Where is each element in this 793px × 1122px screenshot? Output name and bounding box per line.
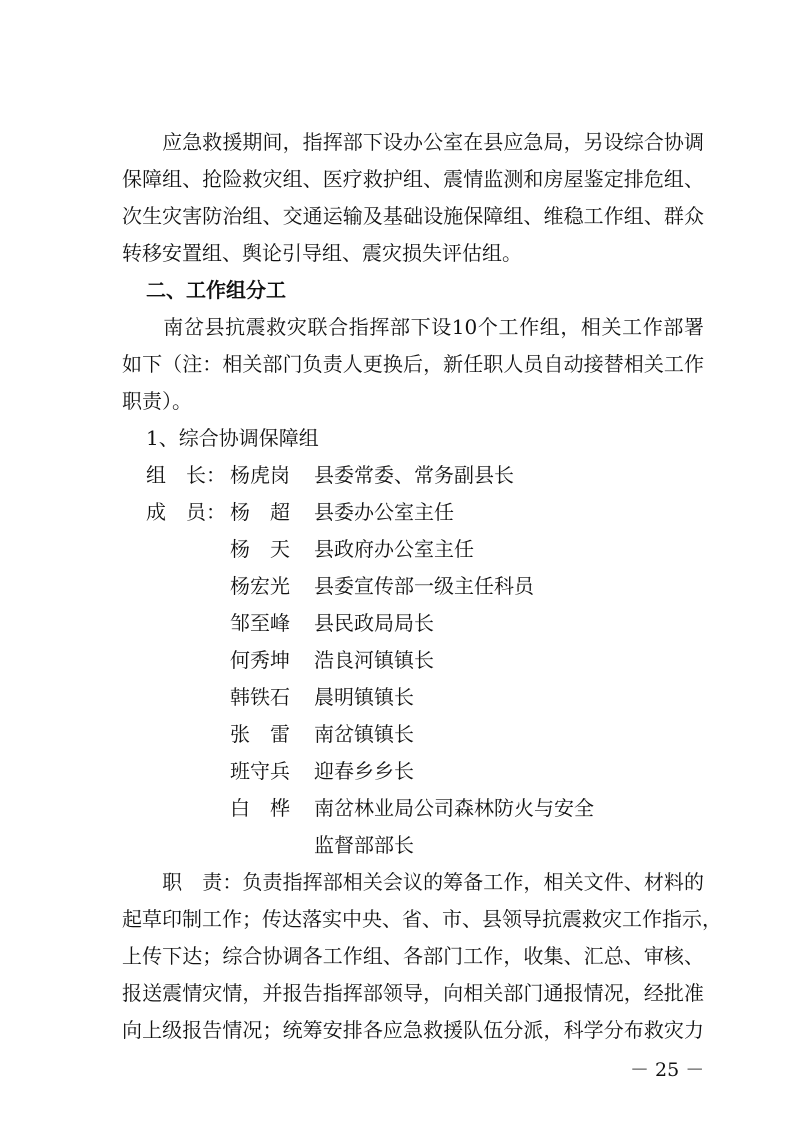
member-name: 杨 超 — [230, 500, 290, 524]
member-name: 白 桦 — [230, 796, 290, 820]
member-name: 张 雷 — [230, 722, 290, 746]
paragraph-line: 南岔县抗震救灾联合指挥部下设10个工作组，相关工作部署 — [122, 315, 704, 339]
paragraph-line: 如下（注：相关部门负责人更换后，新任职人员自动接替相关工作 — [122, 352, 704, 376]
member-position-continuation: 监督部部长 — [314, 833, 414, 857]
duties-line: 上传下达；综合协调各工作组、各部门工作，收集、汇总、审核、 — [122, 944, 704, 968]
member-name: 杨宏光 — [230, 574, 290, 598]
member-name: 杨 天 — [230, 537, 290, 561]
duties-line: 向上级报告情况；统筹安排各应急救援队伍分派，科学分布救灾力 — [122, 1018, 704, 1042]
member-name: 何秀坤 — [230, 648, 290, 672]
paragraph-line: 职责）。 — [122, 389, 192, 413]
member-position: 南岔林业局公司森林防火与安全 — [314, 796, 594, 820]
member-position: 晨明镇镇长 — [314, 685, 414, 709]
member-position: 县委办公室主任 — [314, 500, 454, 524]
leader-label: 组 长： — [146, 463, 226, 487]
duties-line: 职 责：负责指挥部相关会议的筹备工作，相关文件、材料的 — [122, 870, 704, 894]
group-title: 1、综合协调保障组 — [146, 426, 319, 450]
member-position: 浩良河镇镇长 — [314, 648, 434, 672]
member-name: 韩铁石 — [230, 685, 290, 709]
paragraph-line: 应急救援期间，指挥部下设办公室在县应急局，另设综合协调 — [122, 130, 704, 154]
paragraph-line: 保障组、抢险救灾组、医疗救护组、震情监测和房屋鉴定排危组、 — [122, 167, 704, 191]
paragraph-line: 次生灾害防治组、交通运输及基础设施保障组、维稳工作组、群众 — [122, 204, 704, 228]
leader-name: 杨虎岗 — [230, 463, 290, 487]
member-name: 邹至峰 — [230, 611, 290, 635]
page-number: － 25 － — [630, 1059, 705, 1081]
member-position: 县政府办公室主任 — [314, 537, 474, 561]
duties-line: 报送震情灾情，并报告指挥部领导，向相关部门通报情况，经批准 — [122, 981, 704, 1005]
members-label: 成 员： — [146, 500, 226, 524]
member-name: 班守兵 — [230, 759, 290, 783]
paragraph-line: 转移安置组、舆论引导组、震灾损失评估组。 — [122, 241, 522, 265]
section-heading: 二、工作组分工 — [146, 278, 286, 302]
member-position: 南岔镇镇长 — [314, 722, 414, 746]
member-position: 县民政局局长 — [314, 611, 434, 635]
leader-position: 县委常委、常务副县长 — [314, 463, 514, 487]
member-position: 迎春乡乡长 — [314, 759, 414, 783]
member-position: 县委宣传部一级主任科员 — [314, 574, 534, 598]
duties-line: 起草印制工作；传达落实中央、省、市、县领导抗震救灾工作指示， — [122, 907, 722, 931]
